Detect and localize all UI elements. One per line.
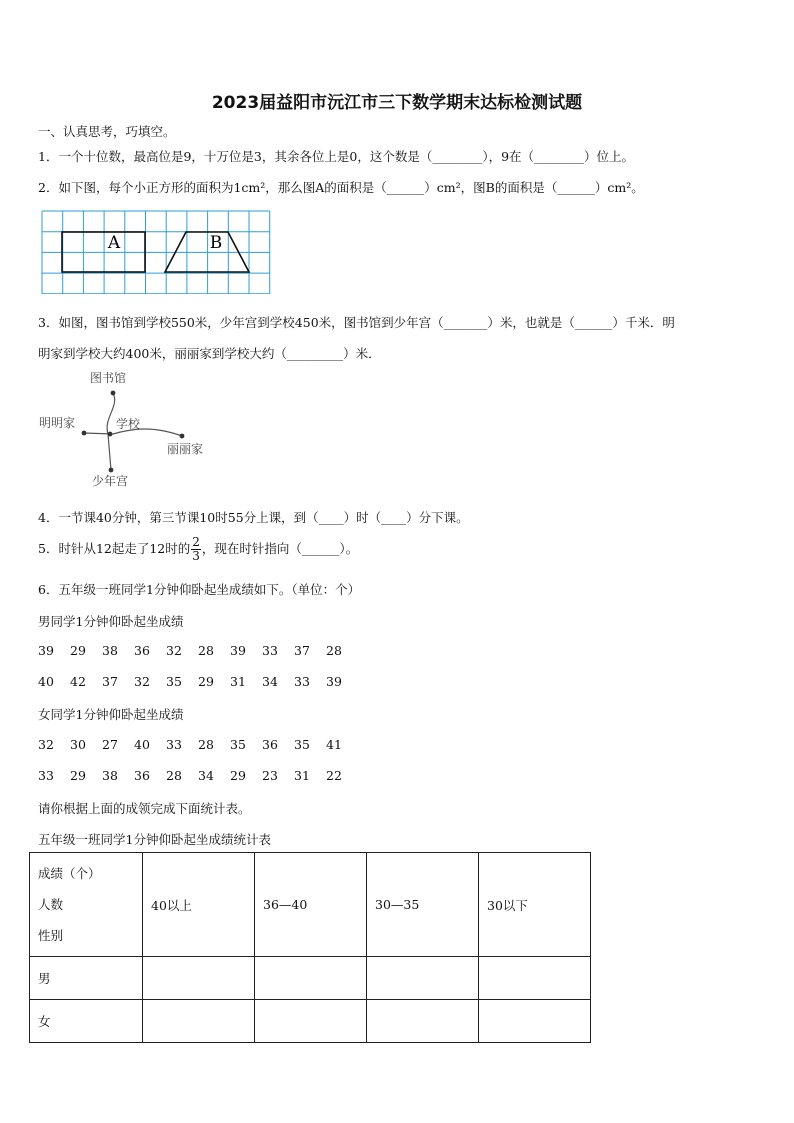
score-value: 31 [294, 768, 310, 783]
score-value: 34 [262, 674, 278, 689]
question-2: 2．如下图，每个小正方形的面积为1cm²，那么图A的面积是（______）cm²，图B的面积是（______）cm²。 [38, 180, 644, 195]
score-value: 23 [262, 768, 278, 783]
question-1: 1．一个十位数，最高位是9，十万位是3，其余各位上是0，这个数是（________），9在（________）位上。 [38, 149, 635, 164]
mingming-dot [82, 431, 87, 436]
score-value: 30 [70, 737, 86, 752]
score-value: 31 [230, 674, 246, 689]
score-value: 28 [326, 643, 342, 658]
grid-lines [42, 211, 270, 294]
score-value: 28 [166, 768, 182, 783]
score-value: 38 [102, 768, 118, 783]
score-value: 29 [198, 674, 214, 689]
table-cell[interactable] [143, 1000, 255, 1043]
score-value: 40 [38, 674, 54, 689]
mingming-label: 明明家 [39, 416, 76, 430]
score-value: 29 [70, 643, 86, 658]
score-value: 28 [198, 643, 214, 658]
score-value: 29 [230, 768, 246, 783]
school-label: 学校 [116, 417, 141, 431]
road-library-youth [107, 393, 115, 470]
question-3-line-2: 明家到学校大约400米，丽丽家到学校大约（_________）米． [38, 346, 381, 361]
header-line-count: 人数 [38, 897, 64, 912]
fraction [191, 536, 201, 563]
library-label: 图书馆 [90, 371, 127, 385]
score-value: 36 [262, 737, 278, 752]
score-value: 37 [102, 674, 118, 689]
header-diagonal-cell [30, 853, 143, 957]
score-value: 29 [70, 768, 86, 783]
fraction-numerator: 2 [192, 535, 200, 549]
statistics-table [29, 852, 591, 1043]
score-value: 39 [326, 674, 342, 689]
school-dot [108, 432, 113, 437]
table-cell[interactable] [367, 1000, 479, 1043]
score-value: 39 [38, 643, 54, 658]
score-value: 37 [294, 643, 310, 658]
girls-scores-row-2 [38, 768, 358, 783]
table-cell[interactable] [367, 957, 479, 1000]
page-title: 2023届益阳市沅江市三下数学期末达标检测试题 [211, 93, 583, 113]
youth-palace-dot [109, 468, 114, 473]
map-diagram [36, 366, 226, 492]
score-value: 36 [134, 643, 150, 658]
instruction: 请你根据上面的成领完成下面统计表。 [38, 801, 251, 816]
header-line-gender: 性别 [38, 928, 64, 943]
boys-scores-row-2 [38, 674, 358, 689]
boys-scores-row-1 [38, 643, 358, 658]
score-value: 39 [230, 643, 246, 658]
row-label-boys: 男 [30, 957, 143, 1000]
table-cell[interactable] [143, 957, 255, 1000]
score-value: 28 [198, 737, 214, 752]
column-header: 30—35 [367, 853, 479, 957]
score-value: 22 [326, 768, 342, 783]
score-value: 41 [326, 737, 342, 752]
section-heading: 一、认真思考，巧填空。 [38, 124, 176, 139]
table-header-row [30, 853, 591, 957]
score-value: 32 [38, 737, 54, 752]
shape-a-label: A [107, 233, 121, 253]
table-cell[interactable] [255, 1000, 367, 1043]
column-header: 40以上 [143, 853, 255, 957]
table-cell[interactable] [479, 1000, 591, 1043]
question-6-intro: 6．五年级一班同学1分钟仰卧起坐成绩如下。（单位：个） [38, 582, 361, 597]
lili-dot [180, 434, 185, 439]
table-cell[interactable] [255, 957, 367, 1000]
youth-palace-label: 少年宫 [92, 474, 129, 488]
score-value: 35 [294, 737, 310, 752]
score-value: 36 [134, 768, 150, 783]
question-5-text-after: ，现在时针指向（______）。 [201, 541, 359, 556]
score-value: 33 [166, 737, 182, 752]
score-value: 33 [38, 768, 54, 783]
lili-label: 丽丽家 [167, 442, 204, 456]
grid-figure [41, 210, 273, 294]
score-value: 35 [166, 674, 182, 689]
score-value: 42 [70, 674, 86, 689]
score-value: 27 [102, 737, 118, 752]
score-value: 32 [166, 643, 182, 658]
score-value: 40 [134, 737, 150, 752]
score-value: 33 [262, 643, 278, 658]
table-row [30, 1000, 591, 1043]
row-label-girls: 女 [30, 1000, 143, 1043]
score-value: 32 [134, 674, 150, 689]
table-cell[interactable] [479, 957, 591, 1000]
shape-b-label: B [209, 233, 223, 253]
table-title: 五年级一班同学1分钟仰卧起坐成绩统计表 [38, 832, 271, 847]
score-value: 35 [230, 737, 246, 752]
question-5 [38, 534, 358, 564]
score-value: 38 [102, 643, 118, 658]
table-row [30, 957, 591, 1000]
library-dot [111, 391, 116, 396]
question-3-line-1: 3．如图，图书馆到学校550米，少年宫到学校450米，图书馆到少年宫（_______）米，也就是（______）千米．明 [38, 315, 675, 330]
boys-title: 男同学1分钟仰卧起坐成绩 [38, 614, 184, 629]
column-header: 30以下 [479, 853, 591, 957]
score-value: 34 [198, 768, 214, 783]
girls-scores-row-1 [38, 737, 358, 752]
header-line-score: 成绩（个） [38, 866, 101, 881]
column-header: 36—40 [255, 853, 367, 957]
question-5-text-before: 5．时针从12起走了12时的 [38, 541, 191, 556]
question-4: 4．一节课40分钟，第三节课10时55分上课，到（____）时（____）分下课。 [38, 510, 469, 525]
score-value: 33 [294, 674, 310, 689]
girls-title: 女同学1分钟仰卧起坐成绩 [38, 707, 184, 722]
fraction-denominator: 3 [192, 549, 200, 563]
